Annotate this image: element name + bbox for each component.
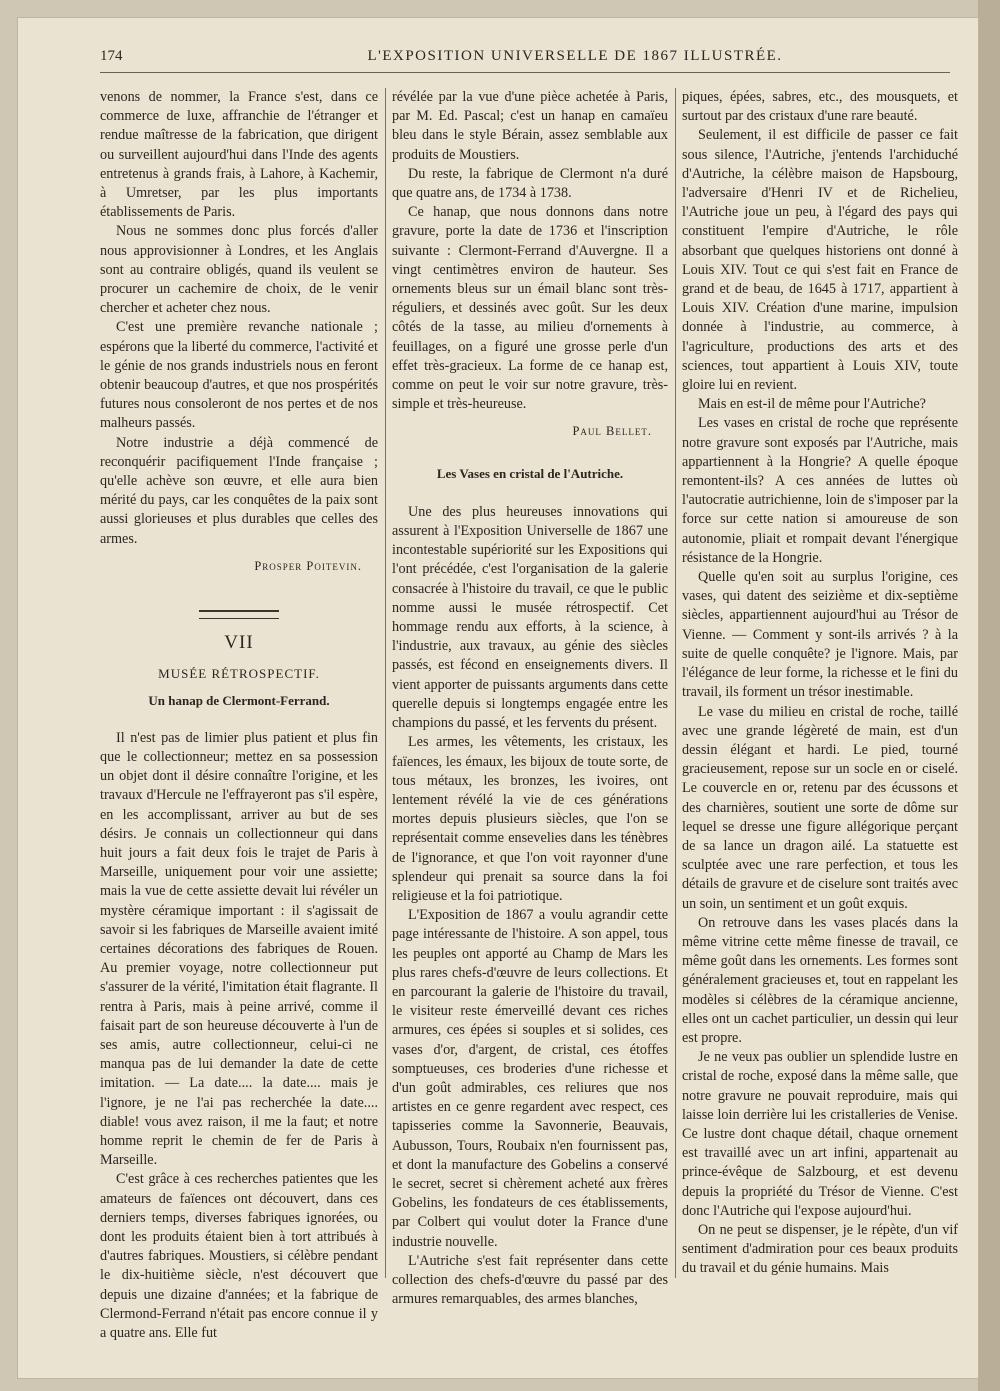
- section-title: MUSÉE RÉTROSPECTIF.: [158, 666, 320, 682]
- column-rule-1: [385, 88, 386, 1278]
- paragraph: C'est une première revanche nationale ; espérons que la liberté du commerce, l'activité et le génie de nos grands industriels nous en feront obtenir beaucoup d'autres, et que nos prospérités futures nous consoleront de nos pertes et de nos malheurs passés.: [100, 319, 378, 432]
- column-2: [392, 88, 668, 1309]
- paragraph: C'est grâce à ces recherches patientes que les amateurs de faïences ont découvert, dans ces derniers temps, diverses fabriques ignorées, ou dont les produits étaient bien à tort attribués à d'autres fabriques. Moustiers, si célèbre pendant le dix-huitième siècle, n'est découvert que depuis une dizaine d'années; et la fabrique de Clermond-Ferrand n'était pas encore connue il y a quatre ans. Elle fut: [100, 1171, 378, 1341]
- column-3: [682, 88, 958, 1279]
- author-signature: Prosper Poitevin.: [254, 558, 362, 573]
- running-title: L'EXPOSITION UNIVERSELLE DE 1867 ILLUSTRÉE.: [367, 48, 783, 64]
- paragraph: On ne peut se dispenser, je le répète, d'un vif sentiment d'admiration pour ces beaux produits du travail et du génie humains. Mais: [682, 1221, 958, 1277]
- page-header: [100, 48, 950, 73]
- column-rule-2: [675, 88, 676, 1278]
- paragraph: Nous ne sommes donc plus forcés d'aller nous approvisionner à Londres, et les Anglais sont au contraire obligés, quand ils veulent se procurer un cachemire de choix, de le venir chercher et acheter chez nous.: [100, 223, 378, 317]
- paragraph: Seulement, il est difficile de passer ce fait sous silence, l'Autriche, j'entends l'archiduché d'Autriche, la célèbre maison de Hapsbourg, l'adversaire d'Henri IV et de Richelieu, l'Autriche joue un peu, à l'égard des pays qui constituent l'empire d'Autriche, le rôle absorbant que quelques historiens ont donné à Louis XIV. Tout ce qui s'est fait en France de grand et de beau, de 1645 à 1717, appartient à Louis XIV. Création d'une marine, impulsion donnée à l'industrie, au commerce, à l'agriculture, productions des arts et des sciences, tout appartient à Louis XIV, toute gloire lui en revient.: [682, 127, 958, 394]
- section-divider: [199, 610, 279, 619]
- paragraph: Les vases en cristal de roche que représente notre gravure sont exposés par l'Autriche, mais appartiennent à la Hongrie? A quelle époque remontent-ils? A ces années de luttes où l'autocratie autrichienne, loin de s'imposer par la force sur cette nation si amoureuse de son autonomie, pliait et rompait devant l'énergique résistance de la Hongrie.: [682, 415, 958, 566]
- paragraph: Une des plus heureuses innovations qui assurent à l'Exposition Universelle de 1867 une incontestable supériorité sur les Expositions qui l'ont précédée, c'est l'organisation de la galerie consacrée à l'histoire du travail, ce que le public nomme aussi le musée rétrospectif. Cet hommage rendu aux efforts, à la science, à l'industrie, aux travaux, au génie des siècles passés, est fécond en enseignements divers. Il vient apporter de puissants arguments dans cette querelle depuis si longtemps engagée entre les champions du passé, et les fervents du présent.: [392, 503, 668, 732]
- paragraph: Quelle qu'en soit au surplus l'origine, ces vases, qui datent des seizième et dix-septième siècles, appartiennent aujourd'hui au Trésor de Vienne. — Comment y sont-ils arrivés ? à la suite de quelle conquête? je l'ignore. Mais, par l'élégance de leur forme, la richesse et le fini du travail, ils forment un trésor inestimable.: [682, 569, 958, 701]
- paragraph: Il n'est pas de limier plus patient et plus fin que le collectionneur; mettez en sa possession un objet dont il désire connaître l'origine, et les travaux d'Hercule ne l'effrayeront pas s'il espère, en les accomplissant, arriver au but de ses désirs. Je connais un collectionneur qui dans huit jours a fait deux fois le trajet de Paris à Marseille, uniquement pour voir une assiette; mais la vue de cette assiette devait lui révéler un mystère céramique important : il s'agissait de savoir si les fabriques de Marseille avaient imité certaines décorations des fabriques de Rouen. Au premier voyage, notre collectionneur put s'assurer de la vérité, l'imitation était flagrante. Il rentra à Paris, mais à peine arrivé, comme il faisait part de son heureuse découverte à l'un de ses amis, autre collectionneur, celui-ci ne manqua pas de lui demander la date de cette imitation. — La date.... la date.... mais je l'ignore, je ne l'ai pas recherchée la date.... diable! vous avez raison, il me la faut; et notre homme reprit le chemin de fer de Paris à Marseille.: [100, 729, 378, 1169]
- paragraph: L'Autriche s'est fait représenter dans cette collection des chefs-d'œuvre du passé par des armures remarquables, des armes blanches,: [392, 1252, 668, 1308]
- paragraph: piques, épées, sabres, etc., des mousquets, et surtout par des cristaux d'une rare beauté.: [682, 89, 958, 125]
- paragraph: Notre industrie a déjà commencé de reconquérir pacifiquement l'Inde française ; qu'elle achève son œuvre, et elle aura bien mérité du pays, car les conquêtes de la paix sont aussi glorieuses et plus durables que celles des armes.: [100, 434, 378, 547]
- paragraph: Je ne veux pas oublier un splendide lustre en cristal de roche, exposé dans la même salle, que notre gravure ne pouvait reproduire, mais qui laisse loin derrière lui les cristalleries de Venise. Ce lustre dont chaque détail, chaque ornement est travaillé avec un art infini, appartenait au prince-évêque de Salzbourg, et est devenu depuis la propriété du Trésor de Vienne. C'est donc l'Autriche qui l'expose aujourd'hui.: [682, 1049, 958, 1219]
- column-1: [100, 88, 378, 1343]
- paragraph: Mais en est-il de même pour l'Autriche?: [698, 396, 926, 413]
- paragraph: Le vase du milieu en cristal de roche, taillé avec une grande légèreté de main, est d'un dessin élégant et hardi. Le pied, tourné gracieusement, repose sur un socle en or ciselé. Le couvercle en or, retenu par des écussons et des charnières, soutient une sorte de dôme sur lequel se dresse une figure allégorique perçant de sa lance un dragon ailé. La statuette est sculptée avec une rare perfection, et tous les détails de gravure et de ciselure sont traités avec un soin, un sentiment et un goût exquis.: [682, 703, 958, 912]
- paragraph: Du reste, la fabrique de Clermont n'a duré que quatre ans, de 1734 à 1738.: [392, 165, 668, 202]
- paragraph: On retrouve dans les vases placés dans la même vitrine cette même finesse de travail, ce même goût dans les ornements. Les formes sont généralement gracieuses et, tout en rappelant les modèles si célèbres de la céramique ancienne, elles ont un cachet particulier, un dessin qui leur est propre.: [682, 914, 958, 1046]
- page-edge: [978, 0, 1000, 1391]
- article-title: Un hanap de Clermont-Ferrand.: [148, 693, 330, 709]
- section-number: VII: [224, 632, 254, 654]
- paragraph: révélée par la vue d'une pièce achetée à Paris, par M. Ed. Pascal; c'est un hanap en camaïeu bleu dans le style Bérain, assez semblable aux produits de Moustiers.: [392, 89, 668, 163]
- article-title: Les Vases en cristal de l'Autriche.: [436, 465, 624, 481]
- paragraph: Les armes, les vêtements, les cristaux, les faïences, les émaux, les bijoux de toute sorte, de tous métaux, les bronzes, les ivoires, ont lentement révélé la vie de ces générations mortes depuis plusieurs siècles, que l'on se représentait comme ensevelies dans les ténèbres de l'ignorance, et que l'on voit rayonner d'une splendeur qui prenait sa source dans la foi religieuse et la foi patriotique.: [392, 734, 668, 904]
- author-signature: Paul Bellet.: [572, 424, 652, 439]
- page-number: 174: [100, 48, 123, 64]
- paragraph: L'Exposition de 1867 a voulu agrandir cette page intéressante de l'histoire. A son appel, tous les peuples ont apporté au Champ de Mars les plus rares chefs-d'œuvre de leurs collections. Et en parcourant la galerie de l'histoire du travail, le visiteur reste émerveillé devant ces riches armures, ces épées si souples et si solides, ces vases d'or, d'argent, de cristal, ces étoffes somptueuses, ces broderies d'une richesse et d'un goût admirables, ces reliures que nos artistes en ce genre regardent avec respect, ces tapisseries comme la Savonnerie, Beauvais, Aubusson, Tours, Roubaix n'en fournissent pas, et dont la manufacture des Gobelins a conservé le secret, secret si chèrement acheté aux frères Gobelins, les fondateurs de ces établissements, par Colbert qui voulut doter la France d'une industrie nouvelle.: [392, 907, 668, 1250]
- paragraph: venons de nommer, la France s'est, dans ce commerce de luxe, affranchie de l'étranger et rendue maîtresse de la fabrication, que dirigent ou surveillent aujourd'hui dans l'Inde des agents entretenus à grands frais, à Lahore, à Kachemir, à Umretser, par les plus importants établissements de Paris.: [100, 89, 378, 221]
- paragraph: Ce hanap, que nous donnons dans notre gravure, porte la date de 1736 et l'inscription suivante : Clermont-Ferrand d'Auvergne. Il a vingt centimètres environ de hauteur. Ses ornements bleus sur un émail blanc sont très-réguliers, et dessinés avec goût. Sur les deux côtés de la tasse, au milieu d'ornements à feuillages, on a figuré une grosse perle d'un effet très-gracieux. La forme de ce hanap est, comme on peut le voir sur notre gravure, très-simple et très-heureuse.: [392, 204, 668, 413]
